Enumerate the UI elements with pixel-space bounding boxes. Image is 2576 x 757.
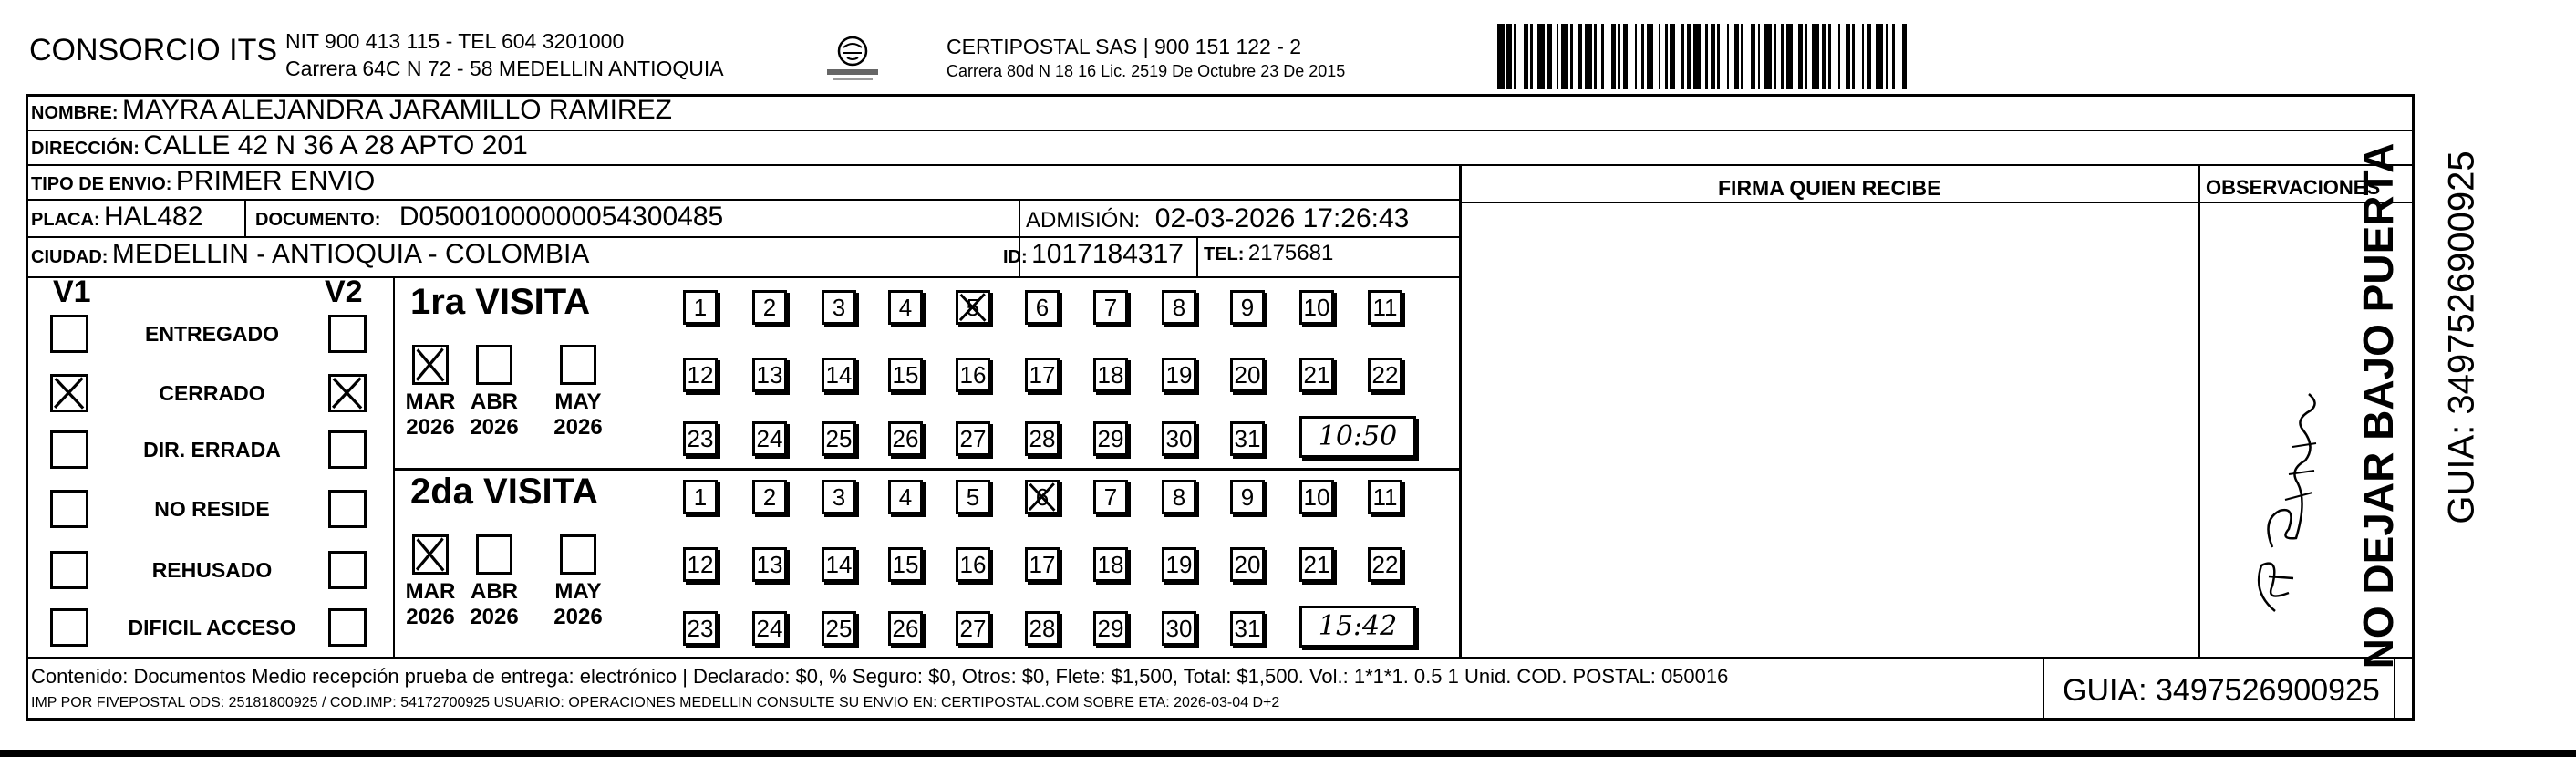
day-number: 25 <box>825 615 853 642</box>
placa-row <box>31 202 202 233</box>
carrier-name: CERTIPOSTAL SAS | 900 151 122 - 2 <box>947 35 1302 58</box>
documento-row <box>255 202 723 233</box>
day-number: 31 <box>1234 425 1261 452</box>
placa-value: HAL482 <box>104 202 203 232</box>
day-number: 11 <box>1372 483 1398 511</box>
firma-underline <box>1459 202 2198 203</box>
day-number: 16 <box>959 551 987 578</box>
day-checkbox[interactable] <box>1230 358 1265 392</box>
day-number: 18 <box>1097 551 1124 578</box>
checkmark-x-icon <box>53 377 86 410</box>
v1-label: V1 <box>53 275 91 309</box>
day-number: 10 <box>1303 294 1330 321</box>
id-row <box>1003 239 1184 270</box>
month-checkbox[interactable] <box>412 534 449 575</box>
admision-label: ADMISIÓN: <box>1026 208 1141 233</box>
month-year: 2026 <box>470 605 519 629</box>
status-v2-checkbox[interactable] <box>328 374 367 412</box>
nombre-value: MAYRA ALEJANDRA JARAMILLO RAMIREZ <box>122 95 672 125</box>
day-number: 7 <box>1103 483 1118 511</box>
day-checkbox[interactable] <box>1093 547 1128 582</box>
day-checkbox[interactable] <box>1162 547 1196 582</box>
day-checkbox[interactable] <box>1162 358 1196 392</box>
day-number: 9 <box>1240 294 1255 321</box>
barcode-bar <box>1628 24 1635 89</box>
day-checkbox[interactable] <box>1299 547 1334 582</box>
certipostal-logo <box>825 33 880 84</box>
day-checkbox[interactable] <box>1368 547 1402 582</box>
day-number: 26 <box>892 615 919 642</box>
day-checkbox[interactable] <box>752 480 787 514</box>
day-number: 20 <box>1234 551 1261 578</box>
documento-value: D05001000000054300485 <box>398 202 724 232</box>
row-line <box>26 657 2415 659</box>
day-checkbox[interactable] <box>956 358 990 392</box>
day-number: 28 <box>1029 615 1056 642</box>
day-number: 4 <box>898 483 913 511</box>
side-guia: GUIA: 3497526900925 <box>2441 150 2482 524</box>
day-number: 1 <box>693 483 708 511</box>
status-v2-checkbox[interactable] <box>328 551 367 589</box>
day-checkbox[interactable] <box>822 290 856 325</box>
direccion-row <box>31 130 528 161</box>
company-nit: NIT 900 413 115 - TEL 604 3201000 <box>285 29 625 53</box>
day-checkbox[interactable] <box>956 421 990 456</box>
row-line <box>26 236 1459 238</box>
month-checkbox[interactable] <box>476 534 512 575</box>
day-number: 1 <box>693 294 708 321</box>
day-checkbox[interactable] <box>1162 611 1196 646</box>
documento-label: DOCUMENTO: <box>255 210 381 230</box>
nombre-label: NOMBRE: <box>31 103 119 123</box>
status-v1-checkbox[interactable] <box>50 374 88 412</box>
month-label: MAY <box>554 389 602 414</box>
carrier-license: Carrera 80d N 18 16 Lic. 2519 De Octubre 23 De 2015 <box>947 62 1346 80</box>
day-checkbox[interactable] <box>683 611 718 646</box>
visit-time-box[interactable] <box>1299 606 1416 648</box>
month-checkbox[interactable] <box>560 534 596 575</box>
day-number: 26 <box>892 425 919 452</box>
day-number: 16 <box>959 361 987 389</box>
nombre-row <box>31 95 672 126</box>
barcode-bar <box>1585 24 1592 89</box>
day-number: 24 <box>756 425 783 452</box>
day-number: 13 <box>756 361 783 389</box>
month-checkbox[interactable] <box>412 345 449 385</box>
day-number: 10 <box>1303 483 1330 511</box>
status-label: REHUSADO <box>151 558 273 582</box>
admision-row <box>1026 203 1409 234</box>
col-line <box>244 199 246 237</box>
checkmark-x-icon <box>1028 482 1057 512</box>
day-number: 5 <box>966 294 980 321</box>
checkmark-x-icon <box>415 347 446 382</box>
tipo-row <box>31 166 375 197</box>
day-checkbox[interactable] <box>888 611 923 646</box>
day-checkbox[interactable] <box>888 290 923 325</box>
day-checkbox[interactable] <box>1368 358 1402 392</box>
day-number: 13 <box>756 551 783 578</box>
day-checkbox[interactable] <box>888 358 923 392</box>
v2-label: V2 <box>325 275 363 309</box>
day-checkbox[interactable] <box>822 421 856 456</box>
day-checkbox[interactable] <box>1368 480 1402 514</box>
col-line <box>2198 164 2200 658</box>
row-line <box>26 199 1459 201</box>
day-number: 21 <box>1303 361 1330 389</box>
day-checkbox[interactable] <box>1025 547 1060 582</box>
month-year: 2026 <box>553 605 603 629</box>
status-v1-checkbox[interactable] <box>50 551 88 589</box>
day-checkbox[interactable] <box>683 290 718 325</box>
day-number: 21 <box>1303 551 1330 578</box>
day-checkbox[interactable] <box>683 358 718 392</box>
barcode-bar <box>1812 24 1819 89</box>
footer-imp: IMP POR FIVEPOSTAL ODS: 25181800925 / COD.IMP: 54172700925 USUARIO: OPERACIONES MEDELLIN CONSULTE SU ENVIO EN: CERTIPOSTAL.COM SOBRE ETA: 2026-03-04 D+2 <box>31 695 1280 710</box>
day-number: 24 <box>756 615 783 642</box>
status-label: ENTREGADO <box>145 322 279 346</box>
day-checkbox[interactable] <box>1025 358 1060 392</box>
day-checkbox[interactable] <box>1093 480 1128 514</box>
barcode-bar <box>1516 24 1524 89</box>
day-checkbox[interactable] <box>1025 290 1060 325</box>
ciudad-value: MEDELLIN - ANTIOQUIA - COLOMBIA <box>111 239 590 269</box>
admision-value: 02-03-2026 17:26:43 <box>1154 203 1410 233</box>
visit-time: 10:50 <box>1318 420 1398 452</box>
status-v1-checkbox[interactable] <box>50 315 88 353</box>
status-label: DIR. ERRADA <box>143 438 281 461</box>
barcode-bar <box>1831 24 1838 89</box>
day-number: 6 <box>1035 483 1050 511</box>
status-v1-checkbox[interactable] <box>50 430 88 469</box>
day-checkbox[interactable] <box>1093 358 1128 392</box>
handwritten-signature <box>2225 383 2353 620</box>
day-number: 15 <box>892 361 919 389</box>
day-checkbox[interactable] <box>888 421 923 456</box>
month-year: 2026 <box>406 415 455 440</box>
observaciones-label: OBSERVACIONES <box>2206 176 2381 199</box>
row-line <box>26 276 1459 278</box>
checkmark-x-icon <box>331 377 364 410</box>
day-checkbox[interactable] <box>888 480 923 514</box>
frame-right <box>2412 94 2415 721</box>
day-checkbox[interactable] <box>1162 421 1196 456</box>
footer-content: Contenido: Documentos Medio recepción prueba de entrega: electrónico | Declarado: $0, % Seguro: $0, Otros: $0, Flete: $1,500, Total: $1,500. Vol.: 1*1*1. 0.5 1 Unid. COD. POSTAL: 050016 <box>31 665 1729 688</box>
tel-label: TEL: <box>1204 244 1245 264</box>
status-v2-checkbox[interactable] <box>328 608 367 647</box>
status-label: NO RESIDE <box>154 497 270 521</box>
status-v1-checkbox[interactable] <box>50 490 88 528</box>
day-checkbox[interactable] <box>956 290 990 325</box>
day-checkbox[interactable] <box>1230 547 1265 582</box>
day-number: 17 <box>1029 361 1056 389</box>
checkmark-x-icon <box>958 293 988 322</box>
month-checkbox[interactable] <box>560 345 596 385</box>
col-line <box>1196 236 1198 277</box>
day-checkbox[interactable] <box>1025 421 1060 456</box>
day-number: 8 <box>1172 483 1186 511</box>
day-checkbox[interactable] <box>1230 421 1265 456</box>
day-number: 9 <box>1240 483 1255 511</box>
day-number: 19 <box>1165 551 1193 578</box>
day-checkbox[interactable] <box>822 547 856 582</box>
day-number: 31 <box>1234 615 1261 642</box>
month-year: 2026 <box>406 605 455 629</box>
month-label: MAR <box>405 579 456 604</box>
day-number: 15 <box>892 551 919 578</box>
day-checkbox[interactable] <box>888 547 923 582</box>
page-bottom-edge <box>0 750 2576 757</box>
status-label: CERRADO <box>159 381 265 405</box>
frame-left <box>26 94 28 721</box>
ciudad-row <box>31 239 589 270</box>
tel-value: 2175681 <box>1247 241 1334 265</box>
day-number: 8 <box>1172 294 1186 321</box>
status-label: DIFICIL ACCESO <box>128 616 296 639</box>
day-number: 14 <box>825 551 853 578</box>
footer-guia: GUIA: 3497526900925 <box>2063 673 2380 708</box>
day-number: 5 <box>966 483 980 511</box>
month-year: 2026 <box>553 415 603 440</box>
firma-label: FIRMA QUIEN RECIBE <box>1718 176 1941 200</box>
direccion-value: CALLE 42 N 36 A 28 APTO 201 <box>143 130 528 161</box>
barcode-bar <box>1855 24 1862 89</box>
day-checkbox[interactable] <box>1299 358 1334 392</box>
barcode-bar <box>1675 24 1682 89</box>
day-checkbox[interactable] <box>1230 290 1265 325</box>
barcode-bar <box>1561 24 1568 89</box>
visit-time-box[interactable] <box>1299 416 1416 458</box>
day-number: 4 <box>898 294 913 321</box>
month-label: MAY <box>554 579 602 604</box>
status-v2-checkbox[interactable] <box>328 315 367 353</box>
barcode-bar <box>1876 24 1883 89</box>
day-number: 18 <box>1097 361 1124 389</box>
day-number: 22 <box>1371 361 1399 389</box>
company-name: CONSORCIO ITS <box>29 33 278 67</box>
day-checkbox[interactable] <box>822 480 856 514</box>
no-dejar-bajo-puerta: NO DEJAR BAJO PUERTA <box>2354 142 2402 669</box>
day-checkbox[interactable] <box>752 547 787 582</box>
day-checkbox[interactable] <box>1025 611 1060 646</box>
checkmark-x-icon <box>415 537 446 572</box>
day-number: 19 <box>1165 361 1193 389</box>
day-number: 29 <box>1097 425 1124 452</box>
visit-title: 2da VISITA <box>410 472 598 512</box>
day-checkbox[interactable] <box>683 421 718 456</box>
status-v2-checkbox[interactable] <box>328 430 367 469</box>
barcode-bar <box>1907 24 1909 89</box>
day-number: 3 <box>832 483 846 511</box>
visit-time: 15:42 <box>1318 610 1398 642</box>
id-value: 1017184317 <box>1031 239 1184 269</box>
day-checkbox[interactable] <box>1368 290 1402 325</box>
day-number: 30 <box>1165 615 1193 642</box>
status-v2-checkbox[interactable] <box>328 490 367 528</box>
col-line <box>1459 164 1462 658</box>
barcode-bar <box>1537 24 1545 89</box>
col-line <box>2043 657 2044 719</box>
day-checkbox[interactable] <box>822 611 856 646</box>
day-checkbox[interactable] <box>1093 421 1128 456</box>
day-number: 17 <box>1029 551 1056 578</box>
day-number: 12 <box>687 551 714 578</box>
month-checkbox[interactable] <box>476 345 512 385</box>
barcode-bar <box>1497 24 1505 89</box>
placa-label: PLACA: <box>31 210 100 230</box>
barcode <box>1497 24 2227 89</box>
day-checkbox[interactable] <box>1299 480 1334 514</box>
barcode-bar <box>1720 24 1727 89</box>
day-checkbox[interactable] <box>1162 290 1196 325</box>
barcode-bar <box>1895 24 1902 89</box>
day-checkbox[interactable] <box>1093 611 1128 646</box>
id-label: ID: <box>1003 247 1028 267</box>
tel-row <box>1204 241 1333 266</box>
day-checkbox[interactable] <box>752 611 787 646</box>
day-number: 25 <box>825 425 853 452</box>
day-checkbox[interactable] <box>683 547 718 582</box>
day-number: 11 <box>1372 294 1398 321</box>
day-checkbox[interactable] <box>752 290 787 325</box>
month-label: MAR <box>405 389 456 414</box>
day-number: 23 <box>687 425 714 452</box>
tipo-label: TIPO DE ENVIO: <box>31 174 172 194</box>
row-line <box>26 164 2415 166</box>
visit-title: 1ra VISITA <box>410 282 591 322</box>
day-number: 27 <box>959 425 987 452</box>
day-checkbox[interactable] <box>1299 290 1334 325</box>
day-number: 28 <box>1029 425 1056 452</box>
frame-bottom <box>26 718 2415 721</box>
day-checkbox[interactable] <box>822 358 856 392</box>
day-number: 14 <box>825 361 853 389</box>
day-checkbox[interactable] <box>1230 611 1265 646</box>
day-checkbox[interactable] <box>1025 480 1060 514</box>
month-label: ABR <box>471 579 518 604</box>
barcode-bar <box>1743 24 1751 89</box>
status-v1-checkbox[interactable] <box>50 608 88 647</box>
day-checkbox[interactable] <box>956 480 990 514</box>
day-number: 23 <box>687 615 714 642</box>
day-number: 22 <box>1371 551 1399 578</box>
day-number: 7 <box>1103 294 1118 321</box>
barcode-bar <box>1647 24 1654 89</box>
day-checkbox[interactable] <box>956 611 990 646</box>
day-number: 20 <box>1234 361 1261 389</box>
barcode-bar <box>1764 24 1772 89</box>
day-checkbox[interactable] <box>1093 290 1128 325</box>
day-number: 3 <box>832 294 846 321</box>
day-checkbox[interactable] <box>1162 480 1196 514</box>
direccion-label: DIRECCIÓN: <box>31 139 140 159</box>
barcode-bar <box>1693 24 1701 89</box>
company-address: Carrera 64C N 72 - 58 MEDELLIN ANTIOQUIA <box>285 57 724 80</box>
day-checkbox[interactable] <box>1230 480 1265 514</box>
col-line <box>393 468 1459 471</box>
month-year: 2026 <box>470 415 519 440</box>
day-number: 2 <box>762 483 777 511</box>
tipo-value: PRIMER ENVIO <box>175 166 376 196</box>
day-checkbox[interactable] <box>752 358 787 392</box>
day-number: 12 <box>687 361 714 389</box>
day-number: 29 <box>1097 615 1124 642</box>
day-checkbox[interactable] <box>683 480 718 514</box>
day-number: 6 <box>1035 294 1050 321</box>
month-label: ABR <box>471 389 518 414</box>
ciudad-label: CIUDAD: <box>31 247 109 267</box>
col-line <box>393 276 395 658</box>
day-number: 2 <box>762 294 777 321</box>
day-checkbox[interactable] <box>752 421 787 456</box>
barcode-bar <box>1604 24 1611 89</box>
day-number: 30 <box>1165 425 1193 452</box>
day-number: 27 <box>959 615 987 642</box>
barcode-bar <box>1786 24 1794 89</box>
day-checkbox[interactable] <box>956 547 990 582</box>
